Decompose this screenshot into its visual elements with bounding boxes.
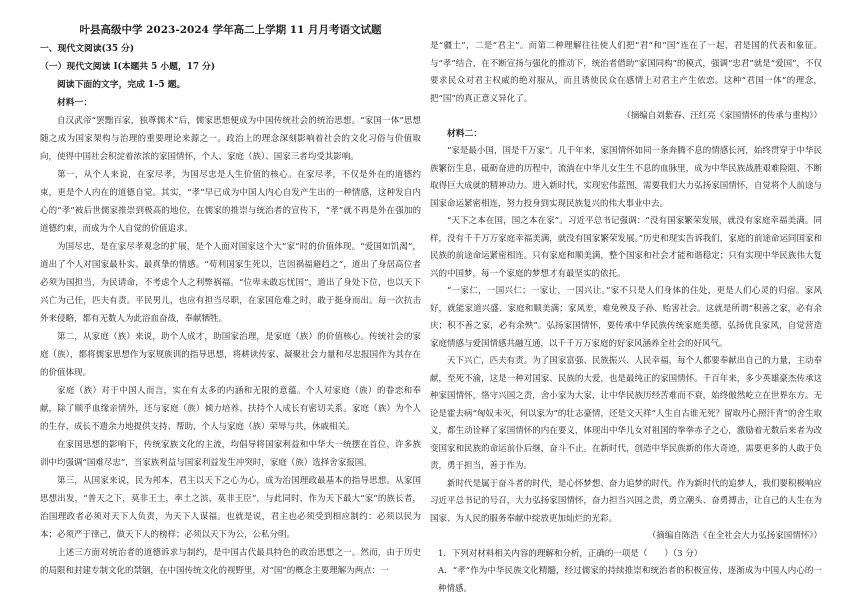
material2-paragraph: 天下兴亡，匹夫有责。为了国家富强、民族振兴、人民幸福，每个人都要奉献出自己的力量，主动奉献，至死不渝，这是一种对国家、民族的大爱，也是最纯正的家国情怀。千百年来，多少英雄豪杰传承这种家国情怀，恪守兴国之责，舍小家为大家，让中华民族历经苦难而不衰，始终傲然屹立在世界东方。无论是霍去病“匈奴未灭，何以家为”的壮志豪情，还是文天祥“人生自古谁无死？留取丹心照汗青”的舍生取义，都生动诠释了家国情怀的内在要义，体现出中华儿女对祖国的拳拳赤子之心，激励着无数后来者为改变国家和民族的命运前仆后继，奋斗不止。在新时代，创造中华民族新的伟大奇迹，需要更多的人敢于负责，勇于担当，善于作为。 <box>430 356 822 471</box>
question-1 <box>430 546 822 599</box>
material1-paragraph: 在家国思想的影响下，传统家族文化的主流，均倡导将国家利益和中华大一统摆在首位，许多族训中均强调“国难尽忠”，当家族利益与国家利益发生冲突时，家庭（族）选择舍家报国。 <box>40 440 421 468</box>
material2-source: （摘编自陈浩《在全社会大力弘扬家国情怀》） <box>647 531 822 541</box>
material1-paragraph: 第二，从家庭（族）来说，助个人成才，助国家治理，是家庭（族）的价值核心。传统社会的家庭（族），都将儒家思想作为家规族训的指导思想，将耕读传家、凝聚社会力量和尽忠报国作为其存在的价值体现。 <box>40 332 421 378</box>
material1-source: （摘编自刘紫春、汪红亮《家国情怀的传承与重构》） <box>622 111 822 121</box>
exam-title: 叶县高级中学 2023-2024 学年高二上学期 11 月月考语文试题 <box>79 24 382 36</box>
material1-paragraph: 家庭（族）对于中国人而言，实在有太多的内涵和无限的意蕴。个人对家庭（族）的眷恋和奉献，除了顺乎血缘亲情外，还与家庭（族）倾力培养、扶持个人成长有密切关系。家庭（族）为个人的生存、成长不遗余力地提供支持、帮助，个人与家庭（族）荣辱与共，休戚相关。 <box>40 386 421 432</box>
subsection-heading: （一）现代文阅读 I(本题共 5 小题，17 分) <box>40 62 216 72</box>
material1-paragraph: 上述三方面对统治者的道德诉求与制约，是中国古代最具特色的政治思想之一。然而，由于历史的局限和封建专制文化的禁锢，在中国传统文化的视野里，对“国”的概念主要理解为两点：一 <box>40 548 421 576</box>
material1-label: 材料一： <box>57 98 93 108</box>
material2-paragraph: “家是最小国，国是千万家”。几千年来，家国情怀如同一条奔腾不息的情感长河，始终贯穿于中华民族繁衍生息、砥砺奋进的历程中，流淌在中华儿女生生不息的血脉里，成为中华民族战胜艰难险阻、不断取得巨大成就的精神动力。进入新时代，实现宏伟蓝图，需要我们大力弘扬家国情怀，自觉将个人前途与国家命运紧密相连，努力投身到实现民族复兴的伟大事业中去。 <box>430 146 822 209</box>
left-column <box>40 20 421 600</box>
reading-instruction: 阅读下面的文字，完成 1–5 题。 <box>57 80 186 90</box>
material2-paragraph: 新时代是属于奋斗者的时代，是心怀梦想、奋力追梦的时代。作为新时代的追梦人，我们要积极响应习近平总书记的号召，大力弘扬家国情怀，奋力担当兴国之责，勇立潮头、奋勇搏击，让自己的人生在为国家、为人民的服务奉献中绽放更加灿烂的光彩。 <box>430 478 822 524</box>
material2-paragraph: “天下之本在国，国之本在家”。习近平总书记强调：“没有国家繁荣发展，就没有家庭幸福美满。同样，没有千千万万家庭幸福美满，就没有国家繁荣发展。”历史和现实告诉我们，家庭的前途命运同国家和民族的前途命运紧密相连。只有家庭和顺美满，整个国家和社会才能和谐稳定；只有实现中华民族伟大复兴的中国梦，每一个家庭的梦想才有最坚实的依托。 <box>430 216 822 279</box>
material1-paragraph: 第三，从国家来说，民为邦本，君主以天下之心为心，成为治国理政最基本的指导思想。从家国思想出发，“普天之下，莫非王土，率土之滨，莫非王臣”，与此同时，作为天下最大“家”的族长者，治国理政者必须对天下人负责，为天下人谋福。也就是说，君主也必须受到相应制约：必须以民为本；必须严于律己，做天下人的榜样；必须以天下为公，公私分明。 <box>40 476 421 540</box>
material1-paragraph: 自汉武帝“罢黜百家，独尊儒术”后，儒家思想便成为中国传统社会的统治思想。“家国一体”思想随之成为国家架构与治理的重要理论来源之一。政治上的理念深刻影响着社会的文化习俗与价值取向，使得中国社会积淀着浓浓的家国情怀，个人、家庭（族）、国家三者均受其影响。 <box>40 116 421 162</box>
material2-paragraph: “一家仁，一国兴仁；一家让，一国兴让。”家不只是人们身体的住处，更是人们心灵的归宿。家风好，就能家道兴盛、家庭和顺美满；家风差，难免殃及子孙、贻害社会。这就是所谓“积善之家，必有余庆；积不善之家，必有余殃”。弘扬家国情怀，要传承中华民族传统家庭美德，弘扬优良家风，自觉营造家庭情感与爱国情感共融互通，以千千万万家庭的好家风涵养全社会的好风气。 <box>430 286 822 349</box>
right-column <box>430 38 822 601</box>
material1-paragraph-continuation: 是“疆土”，二是“君主”。而第二种理解往往使人们把“君”和“国”连在了一起，君是国的代表和象征。与“孝”结合，在不断宣扬与强化的推动下，统治者借助“家国同构”的模式，强调“忠君”就是“爱国”，不仅要求民众对君主权威的绝对服从，而且诱使民众在感情上对君主产生依恋。这种“君国一体”的理念，把“国”的真正意义异化了。 <box>430 41 822 104</box>
question-option-a: A．“孝”作为中华民族文化精髓，经过儒家的持续推崇和统治者的积极宣传，逐渐成为中国人内心的一种情感。 <box>438 566 822 594</box>
material1-paragraph: 为国尽忠，是在家尽孝观念的扩展，是个人面对国家这个大“家”时的价值体现。“爱国如饥渴”，道出了个人对国家最朴实、最真挚的情感。“苟利国家生死以，岂因祸福避趋之”，道出了身居高位者必须为国担当，为民请命，不考虑个人之利弊祸福。“位卑未敢忘忧国”，道出了身处下位，也以天下兴亡为己任，匹夫有责。平民男儿，也应有担当尽职，在家国危难之时，敢于挺身而出。每一次抗击外来侵略，都有无数人为此浴血奋战，奉献牺牲。 <box>40 242 421 324</box>
material2-label: 材料二： <box>447 128 483 139</box>
material1-paragraph: 第一，从个人来说，在家尽孝，为国尽忠是人生价值的核心。在家尽孝，不仅是外在的道德约束，更是个人内在的道德自觉。其实，“孝”早已成为中国人内心自发产生出的一种情感，这种发自内心的“孝”被后世儒家推崇到极高的地位，在儒家的推崇与统治者的宣传下，“孝”就不再是外在强加的道德约束，而成为个人自觉的价值追求。 <box>40 170 421 234</box>
section-heading: 一、现代文阅读(35 分) <box>40 44 135 54</box>
question-stem: 1．下列对材料相关内容的理解和分析，正确的一项是（ ）（3 分） <box>438 548 703 559</box>
